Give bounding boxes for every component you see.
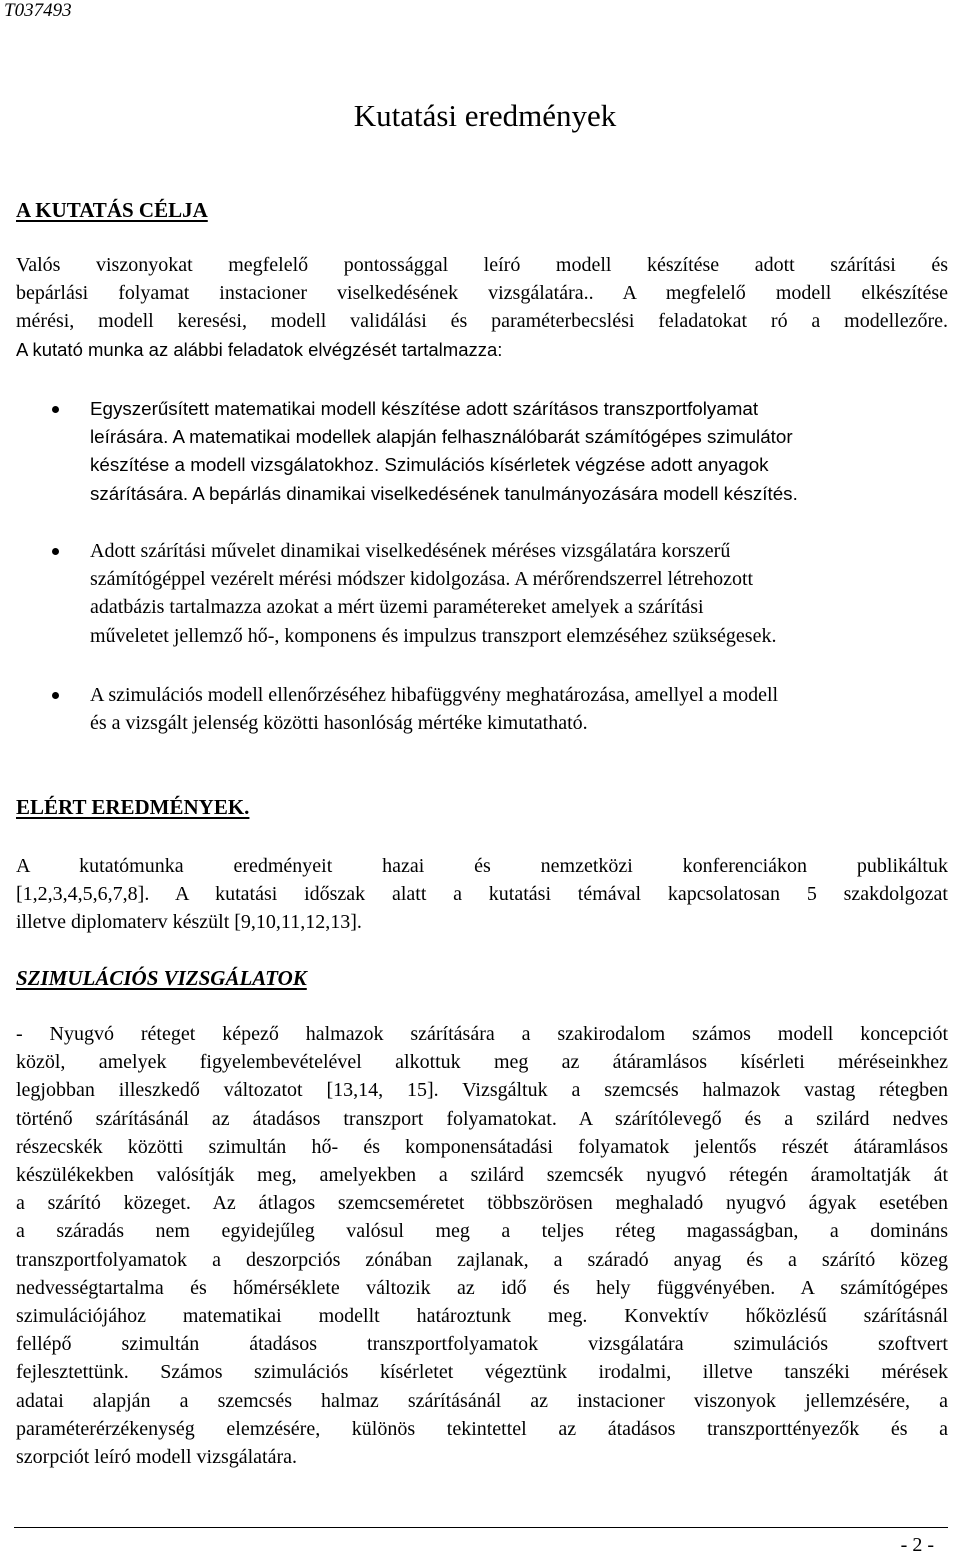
text-line: adatbázis tartalmazza azokat a mért üzemi paramétereket amelyek a szárítási bbox=[90, 596, 704, 619]
results-paragraph bbox=[16, 852, 948, 937]
text-line: fellépő szimultán átadásos transzportfolyamatok vizsgálatára szimulációs szoftvert bbox=[16, 1333, 948, 1356]
text-line: Egyszerűsített matematikai modell készítése adott szárításos transzportfolyamat bbox=[90, 398, 759, 419]
page-number: - 2 - bbox=[900, 1534, 934, 1556]
text-line: szimulációjához matematikai modellt határoztunk meg. Konvektív hőközlésű szárításnál bbox=[16, 1305, 948, 1328]
text-line: nedvességtartalma és hőmérséklete változik az idő és hely függvényében. A számítógépes bbox=[16, 1276, 948, 1299]
text-line: legjobban illeszkedő változatot [13,14, 15]. Vizsgáltuk a szemcsés halmazok vastag rétegben bbox=[16, 1079, 948, 1102]
text-line: műveletet jellemző hő-, komponens és impulzus transzport elemzéséhez szükségesek. bbox=[90, 624, 777, 647]
simulation-paragraph bbox=[16, 1020, 948, 1471]
list-item bbox=[90, 395, 938, 508]
text-line: közöl, amelyek figyelembevételével alkottuk meg az átáramlásos kísérleti méréseinkhez bbox=[16, 1051, 948, 1074]
text-line: és a vizsgált jelenség közötti hasonlóság mértéke kimutatható. bbox=[90, 712, 588, 735]
text-line: bepárlási folyamat instacioner viselkedésének vizsgálatára.. A megfelelő modell elkészítése bbox=[16, 282, 948, 305]
list-item bbox=[90, 681, 938, 737]
document-id: T037493 bbox=[4, 0, 72, 21]
text-line: mérési, modell keresési, modell validálási és paraméterbecslési feladatokat ró a modellezőre. bbox=[16, 310, 948, 333]
text-line: Valós viszonyokat megfelelő pontossággal leíró modell készítése adott szárítási és bbox=[16, 254, 948, 276]
bullet-icon bbox=[52, 548, 59, 555]
text-line: A kutatómunka eredményeit hazai és nemzetközi konferenciákon publikáltuk bbox=[16, 855, 948, 877]
bullet-icon bbox=[52, 406, 59, 413]
text-line: a szárító közeget. Az átlagos szemcseméretet többszörösen meghaladó nyugvó ágyak esetében bbox=[16, 1192, 948, 1215]
section-heading-goal: A KUTATÁS CÉLJA bbox=[16, 198, 208, 222]
text-line: szorpciót leíró modell vizsgálatára. bbox=[16, 1446, 298, 1469]
text-line: A kutató munka az alábbi feladatok elvégzését tartalmazza: bbox=[16, 338, 503, 360]
section-heading-results: ELÉRT EREDMÉNYEK. bbox=[16, 795, 250, 819]
text-line: paraméterérzékenység elemzésére, különös tekintettel az átadásos transzporttényezők és a bbox=[16, 1417, 948, 1440]
text-line: számítógéppel vezérelt mérési módszer kidolgozása. A mérőrendszerrel létrehozott bbox=[90, 568, 754, 591]
text-line: transzportfolyamatok a deszorpciós zónában zajlanak, a száradó anyag és a szárító közeg bbox=[16, 1248, 948, 1271]
text-line: fejlesztettünk. Számos szimulációs kísérletet végeztünk irodalmi, illetve tanszéki mérések bbox=[16, 1361, 948, 1384]
section-heading-simulation: SZIMULÁCIÓS VIZSGÁLATOK bbox=[16, 966, 307, 990]
text-line: történő szárításánál az átadásos transzport folyamatokat. A szárítólevegő és a szilárd nedves bbox=[16, 1107, 948, 1130]
text-line: illetve diplomaterv készült [9,10,11,12,13]. bbox=[16, 911, 362, 934]
text-line: - Nyugvó réteget képező halmazok szárítására a szakirodalom számos modell koncepciót bbox=[16, 1023, 948, 1045]
text-line: Adott szárítási művelet dinamikai viselkedésének méréses vizsgálatára korszerű bbox=[90, 540, 731, 562]
bullet-icon bbox=[52, 692, 59, 699]
text-line: a száradás nem egyidejűleg valósul meg a teljes réteg magasságban, a domináns bbox=[16, 1220, 948, 1243]
list-item bbox=[90, 537, 938, 650]
page-title: Kutatási eredmények bbox=[353, 98, 617, 133]
text-line: készítése a modell vizsgálatokhoz. Szimulációs kísérletek végzése adott anyagok bbox=[90, 454, 769, 476]
footer-divider bbox=[14, 1527, 948, 1528]
text-line: leírására. A matematikai modellek alapján felhasználóbarát számítógépes szimulátor bbox=[90, 426, 793, 448]
text-line: készülékekben valósítják meg, amelyekben a szilárd szemcsék nyugvó rétegén áramoltatják át bbox=[16, 1164, 948, 1187]
text-line: [1,2,3,4,5,6,7,8]. A kutatási időszak alatt a kutatási témával kapcsolatosan 5 szakdolgozat bbox=[16, 883, 948, 906]
text-line: részecskék közötti szimultán hő- és komponensátadási folyamatok jelentős részét átáramlásos bbox=[16, 1135, 948, 1158]
text-line: szárítására. A bepárlás dinamikai viselkedésének tanulmányozására modell készítés. bbox=[90, 482, 798, 504]
text-line: A szimulációs modell ellenőrzéséhez hibafüggvény meghatározása, amellyel a modell bbox=[90, 684, 779, 706]
text-line: adatai alapján a szemcsés halmaz szárításánál az instacioner viszonyok jellemzésére, a bbox=[16, 1389, 948, 1412]
goal-paragraph bbox=[16, 251, 948, 364]
